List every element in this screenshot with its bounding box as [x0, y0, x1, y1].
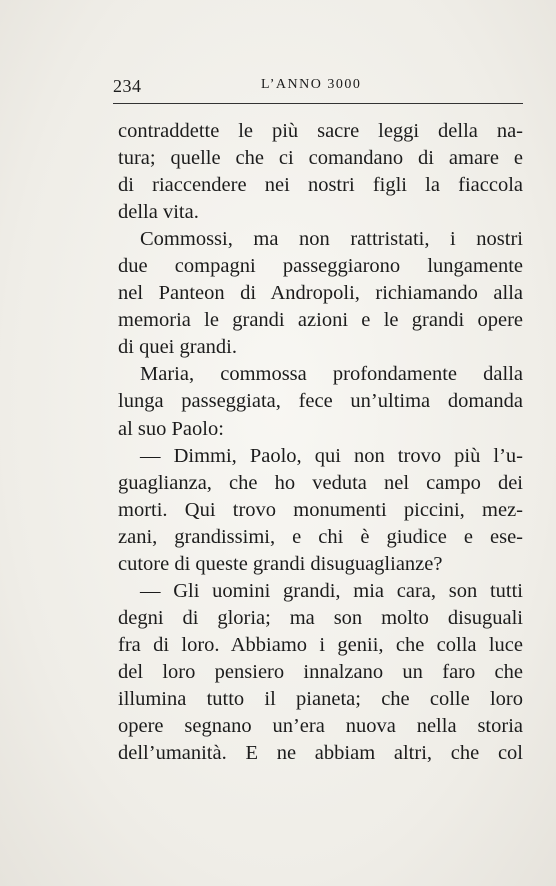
text-line: — Dimmi, Paolo, qui non trovo più l’u-: [140, 444, 523, 467]
text-line: tura; quelle che ci comandano di amare e: [118, 147, 523, 170]
text-line: illumina tutto il pianeta; che colle loro: [118, 687, 523, 710]
text-line: nel Panteon di Andropoli, richiamando alla: [118, 282, 523, 305]
text-line: degni di gloria; ma son molto disuguali: [118, 606, 523, 629]
text-line: contraddette le più sacre leggi della na-: [118, 120, 523, 142]
text-line: fra di loro. Abbiamo i genii, che colla luce: [118, 633, 523, 656]
text-line: del loro pensiero innalzano un faro che: [118, 660, 523, 683]
text-line: zani, grandissimi, e chi è giudice e ese-: [118, 525, 523, 548]
text-line: lunga passeggiata, fece un’ultima domanda: [118, 390, 523, 413]
text-line: dell’umanità. E ne abbiam altri, che col: [118, 742, 523, 765]
running-title: L’ANNO 3000: [261, 77, 362, 92]
text-line: — Gli uomini grandi, mia cara, son tutti: [140, 579, 523, 602]
text-line: di quei grandi.: [118, 336, 237, 359]
text-line: di riaccendere nei nostri figli la fiaccola: [118, 174, 523, 197]
text-line: guaglianza, che ho veduta nel campo dei: [118, 471, 523, 494]
text-line: memoria le grandi azioni e le grandi opere: [118, 309, 523, 332]
text-line: Commossi, ma non rattristati, i nostri: [140, 228, 523, 251]
header-rule: [113, 103, 523, 104]
text-line: cutore di queste grandi disuguaglianze?: [118, 552, 443, 575]
text-line: della vita.: [118, 201, 199, 224]
text-line: due compagni passeggiarono lungamente: [118, 255, 523, 278]
page-header: [113, 74, 523, 100]
body-text: [118, 118, 523, 767]
text-line: al suo Paolo:: [118, 417, 224, 440]
page-number: 234: [113, 76, 142, 96]
text-line: Maria, commossa profondamente dalla: [140, 363, 523, 386]
text-line: opere segnano un’era nuova nella storia: [118, 715, 523, 738]
text-line: morti. Qui trovo monumenti piccini, mez-: [118, 498, 523, 521]
